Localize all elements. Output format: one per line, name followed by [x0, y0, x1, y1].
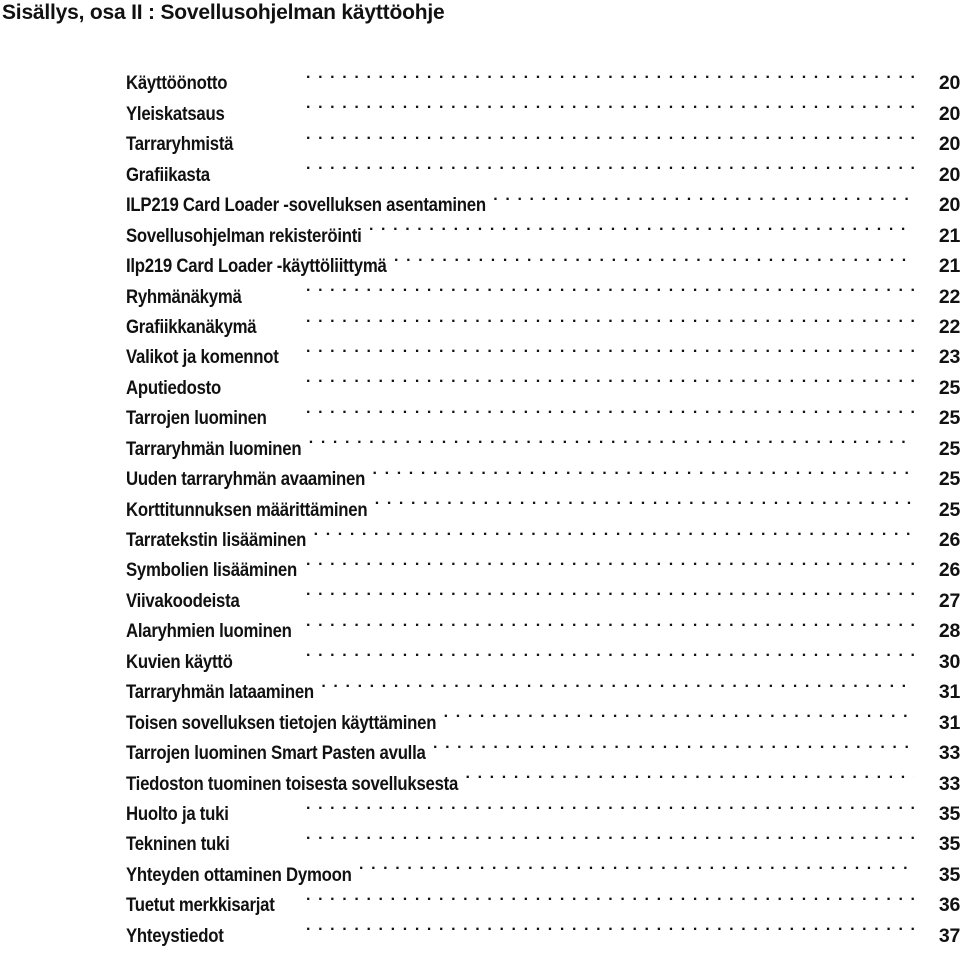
- toc-entry-page-number: 20: [938, 133, 960, 156]
- toc-entry-label: Huolto ja tuki: [126, 802, 229, 825]
- toc-entry-page-number: 25: [938, 437, 960, 460]
- dot-leader: [306, 911, 914, 941]
- toc-entry-label: ILP219 Card Loader -sovelluksen asentaminen: [126, 194, 486, 217]
- toc-entry-label: Yhteystiedot: [126, 924, 224, 947]
- dot-leader: [306, 790, 914, 820]
- toc-entry-page-number: 31: [938, 681, 960, 704]
- toc-entry-page-number: 33: [938, 742, 960, 765]
- dot-leader: [306, 637, 914, 667]
- table-of-contents: [126, 59, 960, 947]
- toc-entry-label: Yhteyden ottaminen Dymoon: [126, 863, 352, 886]
- toc-entry-page-number: 20: [938, 194, 960, 217]
- toc-entry-page-number: 23: [938, 346, 960, 369]
- toc-entry-label: Tarratekstin lisääminen: [126, 529, 307, 551]
- toc-entry-page-number: 35: [938, 833, 960, 856]
- toc-entry-label: Käyttöönotto: [126, 72, 228, 95]
- dot-leader: [306, 59, 914, 89]
- dot-leader: [373, 455, 914, 485]
- toc-entry-label: Alaryhmien luominen: [126, 620, 292, 643]
- dot-leader: [433, 729, 914, 759]
- dot-leader: [359, 850, 914, 880]
- toc-entry-label: Sovellusohjelman rekisteröinti: [126, 224, 362, 247]
- dot-leader: [369, 211, 914, 241]
- toc-entry-page-number: 25: [938, 376, 960, 399]
- toc-entry-page-number: 35: [938, 802, 960, 825]
- toc-entry-page-number: 22: [938, 315, 960, 338]
- toc-entry-label: Yleiskatsaus: [126, 102, 225, 125]
- toc-entry-page-number: 20: [938, 102, 960, 125]
- dot-leader: [321, 668, 914, 698]
- toc-entry-page-number: 33: [938, 772, 960, 795]
- toc-entry-label: Ryhmänäkymä: [126, 285, 242, 308]
- dot-leader: [314, 516, 914, 546]
- toc-entry-label: Tiedoston tuominen toisesta sovelluksesta: [126, 772, 459, 795]
- toc-entry-label: Ilp219 Card Loader -käyttöliittymä: [126, 255, 387, 278]
- toc-entry-label: Grafiikkanäkymä: [126, 315, 257, 338]
- toc-entry-page-number: 21: [938, 224, 960, 247]
- toc-entry-page-number: 25: [938, 407, 960, 430]
- dot-leader: [444, 698, 914, 728]
- dot-leader: [306, 820, 914, 850]
- toc-entry-page-number: 21: [938, 255, 960, 278]
- toc-entry-label: Tekninen tuki: [126, 833, 230, 856]
- toc-entry-page-number: 36: [938, 894, 960, 917]
- toc-entry-page-number: 31: [938, 711, 960, 734]
- toc-entry-page-number: 22: [938, 285, 960, 308]
- toc-entry-label: Valikot ja komennot: [126, 346, 279, 369]
- toc-entry-page-number: 37: [938, 924, 960, 947]
- toc-entry-label: Toisen sovelluksen tietojen käyttäminen: [126, 711, 437, 734]
- toc-entry-page-number: 20: [938, 163, 960, 186]
- toc-entry-label: Tarrojen luominen Smart Pasten avulla: [126, 742, 426, 765]
- toc-entry-label: Symbolien lisääminen: [126, 559, 297, 582]
- toc-entry-page-number: 20: [938, 72, 960, 95]
- toc-entry-label: Korttitunnuksen määrittäminen: [126, 498, 368, 521]
- toc-entry-label: Tarraryhmän lataaminen: [126, 681, 314, 704]
- toc-entry-page-number: 30: [938, 650, 960, 673]
- dot-leader: [306, 394, 914, 424]
- toc-entry-page-number: 28: [938, 620, 960, 643]
- toc-entry-label: Aputiedosto: [126, 376, 221, 399]
- dot-leader: [306, 120, 914, 150]
- toc-entry-page-number: 35: [938, 863, 960, 886]
- dot-leader: [375, 485, 914, 515]
- toc-entry-label: Tarraryhmistä: [126, 133, 234, 156]
- toc-entry-label: Viivakoodeista: [126, 589, 240, 612]
- toc-entry-label: Tarraryhmän luominen: [126, 437, 302, 460]
- dot-leader: [493, 181, 914, 211]
- dot-leader: [465, 759, 914, 789]
- dot-leader: [394, 242, 914, 272]
- dot-leader: [306, 881, 914, 911]
- toc-entry-label: Grafiikasta: [126, 163, 210, 186]
- toc-entry-label: Tarrojen luominen: [126, 407, 267, 430]
- toc-entry-label: Tuetut merkkisarjat: [126, 894, 275, 917]
- page-title: Sisällys, osa II : Sovellusohjelman käyttöohje: [2, 1, 445, 24]
- toc-entry-page-number: 27: [938, 589, 960, 612]
- dot-leader: [306, 576, 914, 606]
- toc-entry-page-number: 25: [938, 468, 960, 491]
- dot-leader: [306, 150, 914, 180]
- dot-leader: [309, 424, 914, 454]
- dot-leader: [306, 89, 914, 119]
- dot-leader: [306, 333, 914, 363]
- toc-entry-label: Uuden tarraryhmän avaaminen: [126, 468, 366, 491]
- dot-leader: [306, 546, 914, 576]
- dot-leader: [306, 607, 914, 637]
- toc-entry-page-number: 26: [938, 529, 960, 551]
- toc-entry-page-number: 25: [938, 498, 960, 521]
- dot-leader: [306, 363, 914, 393]
- dot-leader: [306, 272, 914, 302]
- toc-entry-page-number: 26: [938, 559, 960, 582]
- dot-leader: [306, 303, 914, 333]
- toc-entry-label: Kuvien käyttö: [126, 650, 233, 673]
- toc-entry[interactable]: [126, 59, 960, 95]
